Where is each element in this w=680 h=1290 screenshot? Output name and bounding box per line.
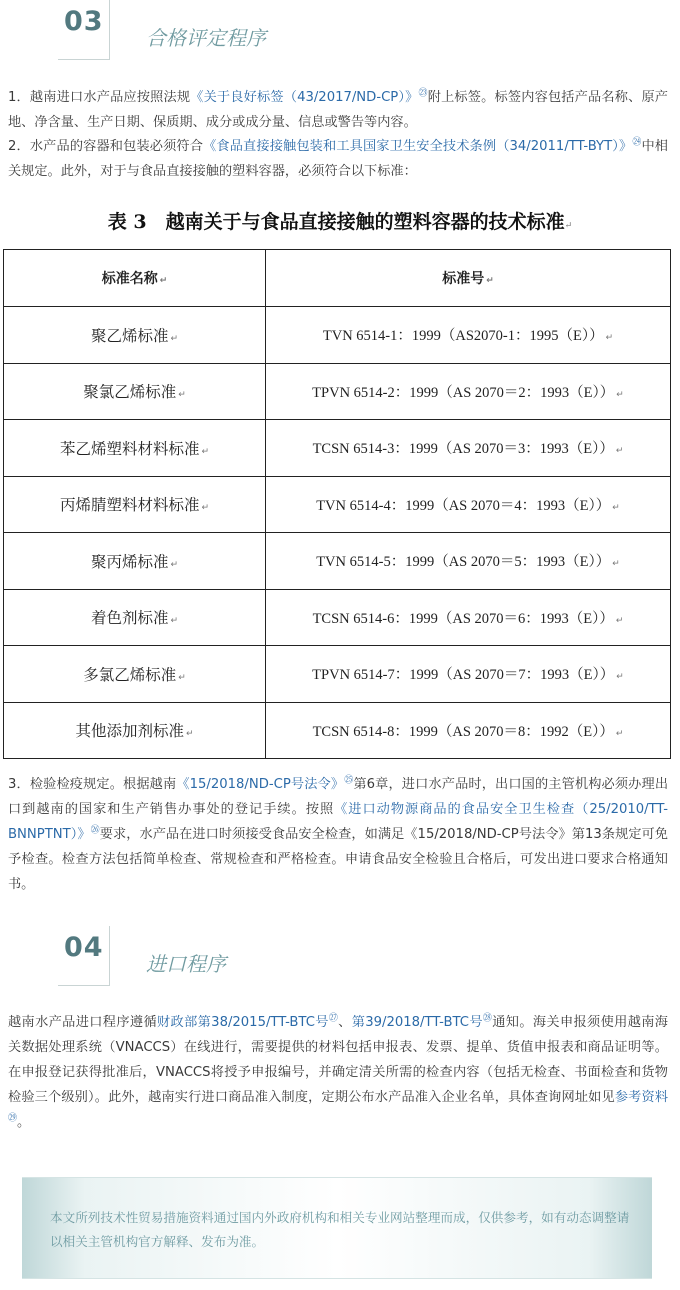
table-row — [4, 533, 671, 590]
table-title — [0, 207, 680, 234]
footnote-ref[interactable]: ㉘ — [482, 1013, 493, 1024]
paragraph-mark-icon: ↵ — [170, 616, 179, 627]
reference-link[interactable]: 参考资料 — [614, 1090, 669, 1105]
standard-name-cell — [4, 589, 266, 646]
header-label: 标准名称 — [101, 271, 158, 287]
table-row — [4, 420, 671, 477]
standard-name-cell — [4, 363, 266, 420]
paragraph-mark-icon: ↵ — [201, 503, 210, 514]
standard-code: TCSN 6514-6：1999（AS 2070＝6：1993（E）） — [312, 610, 614, 627]
paragraph-mark-icon: ↵ — [612, 558, 620, 569]
standard-name: 苯乙烯塑料材料标准 — [59, 439, 200, 458]
standard-code: TVN 6514-4：1999（AS 2070＝4：1993（E）） — [316, 497, 611, 514]
regulation-link[interactable]: 《15/2018/ND-CP号法令》 — [176, 777, 345, 792]
standard-code-cell — [266, 307, 671, 364]
regulation-link[interactable]: 《关于良好标签（43/2017/ND-CP）》 — [190, 90, 419, 105]
footnote-ref[interactable]: ㉖ — [90, 825, 100, 836]
section-title: 合格评定程序 — [146, 26, 266, 50]
paragraph-inspection — [8, 772, 668, 897]
standard-name: 聚氯乙烯标准 — [83, 383, 177, 402]
paragraph-mark-icon: ↵ — [615, 614, 624, 625]
standard-code: TVN 6514-5：1999（AS 2070＝5：1993（E）） — [316, 554, 611, 571]
section-header-03 — [0, 0, 680, 62]
standard-code-cell — [266, 476, 671, 533]
regulation-link[interactable]: 第39/2018/TT-BTC号 — [351, 1015, 483, 1030]
paragraph-mark-icon: ↵ — [612, 501, 620, 512]
paragraph-import-procedure — [8, 1010, 668, 1135]
footnote-ref[interactable]: ㉔ — [632, 137, 642, 148]
standards-table — [3, 249, 671, 759]
table-row — [4, 646, 671, 703]
section-title: 进口程序 — [146, 952, 226, 976]
standard-name-cell — [4, 476, 266, 533]
footnote-ref[interactable]: ㉗ — [328, 1013, 339, 1024]
paragraph-mark-icon: ↵ — [170, 559, 179, 570]
paragraph-text: 越南水产品进口程序遵循 — [8, 1015, 157, 1030]
standard-code: TVN 6514-1：1999（AS2070-1：1995（E）） — [322, 328, 604, 345]
table-row — [4, 589, 671, 646]
paragraph-text: 第6章，进口水产品时，出口国的主管机构必须办理出口到越南的国家和生产销售办事处的登记手续。按照 — [8, 777, 669, 817]
disclaimer-box — [22, 1177, 652, 1279]
standard-name-cell — [4, 420, 266, 477]
paragraph-mark-icon: ↵ — [170, 333, 179, 344]
regulation-link[interactable]: 《食品直接接触包装和工具国家卫生安全技术条例（34/2011/TT-BYT）》 — [203, 139, 633, 154]
standard-name: 多氯乙烯标准 — [83, 665, 177, 684]
standard-code-cell — [266, 533, 671, 590]
header-label: 标准号 — [442, 271, 485, 287]
footnote-ref[interactable]: ㉕ — [344, 775, 354, 786]
table-row — [4, 702, 671, 759]
standard-name: 聚乙烯标准 — [90, 326, 169, 345]
standard-code: TPVN 6514-2：1999（AS 2070＝2：1993（E）） — [312, 384, 615, 401]
regulation-link[interactable]: 《进口动物源商品的食品安全卫生检查（25/2010/TT-BNNPTNT）》 — [8, 802, 669, 842]
disclaimer-text: 本文所列技术性贸易措施资料通过国内外政府机构和相关专业网站整理而成，仅供参考，如有动态调整请以相关主管机构官方解释、发布为准。 — [50, 1210, 630, 1249]
table-header-cell — [266, 250, 671, 307]
paragraph-mark-icon: ↵ — [615, 727, 624, 738]
table-row — [4, 476, 671, 533]
paragraph-text: 通知。海关申报须使用越南海关数据处理系统（VNACCS）在线进行，需要提供的材料包括申报表、发票、提单、货值申报表和商品证明等。在申报登记获得批准后，VNACCS将授予申报编号，并确定清关所需的检查内容（包括无检查、书面检查和货物检验三个级别）。此外，越南实行进口商品准入制度，定期公布水产品准入企业名单，具体查询网址如见 — [8, 1015, 668, 1105]
paragraph-mark-icon: ↵ — [616, 671, 624, 682]
paragraph-text: 附上标签。标签内容包括产品名称、原产地、净含量、生产日期、保质期、成分或成分量、信息或警告等内容。 — [8, 90, 668, 130]
regulation-link[interactable]: 财政部第38/2015/TT-BTC号 — [157, 1015, 329, 1030]
paragraph-text: 1．越南进口水产品应按照法规 — [8, 90, 191, 105]
paragraph-text: 2．水产品的容器和包装必须符合 — [8, 139, 204, 154]
paragraph-packaging — [8, 134, 668, 184]
section-header-04 — [0, 926, 680, 988]
standard-code-cell — [266, 363, 671, 420]
paragraph-text: 。 — [17, 1115, 31, 1130]
standard-code: TPVN 6514-7：1999（AS 2070＝7：1993（E）） — [312, 667, 615, 684]
paragraph-mark-icon: ↵ — [616, 388, 624, 399]
table-title-text: 表 3 越南关于与食品直接接触的塑料容器的技术标准 — [107, 211, 565, 233]
paragraph-text: 3．检验检疫规定。根据越南 — [8, 777, 177, 792]
standard-name: 着色剂标准 — [90, 609, 169, 628]
standard-code: TCSN 6514-3：1999（AS 2070＝3：1993（E）） — [312, 441, 614, 458]
standard-name: 聚丙烯标准 — [90, 552, 169, 571]
standard-code-cell — [266, 702, 671, 759]
paragraph-mark-icon: ↵ — [564, 221, 573, 231]
table-row — [4, 307, 671, 364]
paragraph-text: 中相关规定。此外，对于与食品直接接触的塑料容器，必须符合以下标准： — [8, 139, 668, 179]
standard-code-cell — [266, 589, 671, 646]
footnote-ref[interactable]: ㉙ — [8, 1113, 18, 1124]
paragraph-text: 、 — [338, 1015, 352, 1030]
section-number: 03 — [64, 6, 104, 37]
section-number: 04 — [64, 932, 104, 963]
paragraph-mark-icon: ↵ — [486, 276, 494, 286]
paragraph-labeling — [8, 85, 668, 135]
paragraph-mark-icon: ↵ — [178, 390, 186, 401]
table-header-cell — [4, 250, 266, 307]
standard-code-cell — [266, 420, 671, 477]
table-header-row — [4, 250, 671, 307]
standard-name-cell — [4, 702, 266, 759]
table-row — [4, 363, 671, 420]
paragraph-mark-icon: ↵ — [605, 332, 614, 343]
standard-name-cell — [4, 646, 266, 703]
standard-code-cell — [266, 646, 671, 703]
footnote-ref[interactable]: ㉓ — [418, 88, 428, 99]
paragraph-mark-icon: ↵ — [185, 729, 194, 740]
standard-name: 丙烯腈塑料材料标准 — [59, 496, 200, 515]
standard-name-cell — [4, 307, 266, 364]
standard-name: 其他添加剂标准 — [75, 722, 184, 741]
paragraph-mark-icon: ↵ — [159, 276, 168, 286]
standard-code: TCSN 6514-8：1999（AS 2070＝8：1992（E）） — [312, 723, 614, 740]
paragraph-text: 要求，水产品在进口时须接受食品安全检查，如满足《15/2018/ND-CP号法令》第13条规定可免予检查。检查方法包括简单检查、常规检查和严格检查。申请食品安全检验且合格后，可发出进口要求合格通知书。 — [8, 827, 668, 892]
paragraph-mark-icon: ↵ — [178, 672, 186, 683]
standard-name-cell — [4, 533, 266, 590]
paragraph-mark-icon: ↵ — [201, 446, 210, 457]
paragraph-mark-icon: ↵ — [615, 445, 624, 456]
